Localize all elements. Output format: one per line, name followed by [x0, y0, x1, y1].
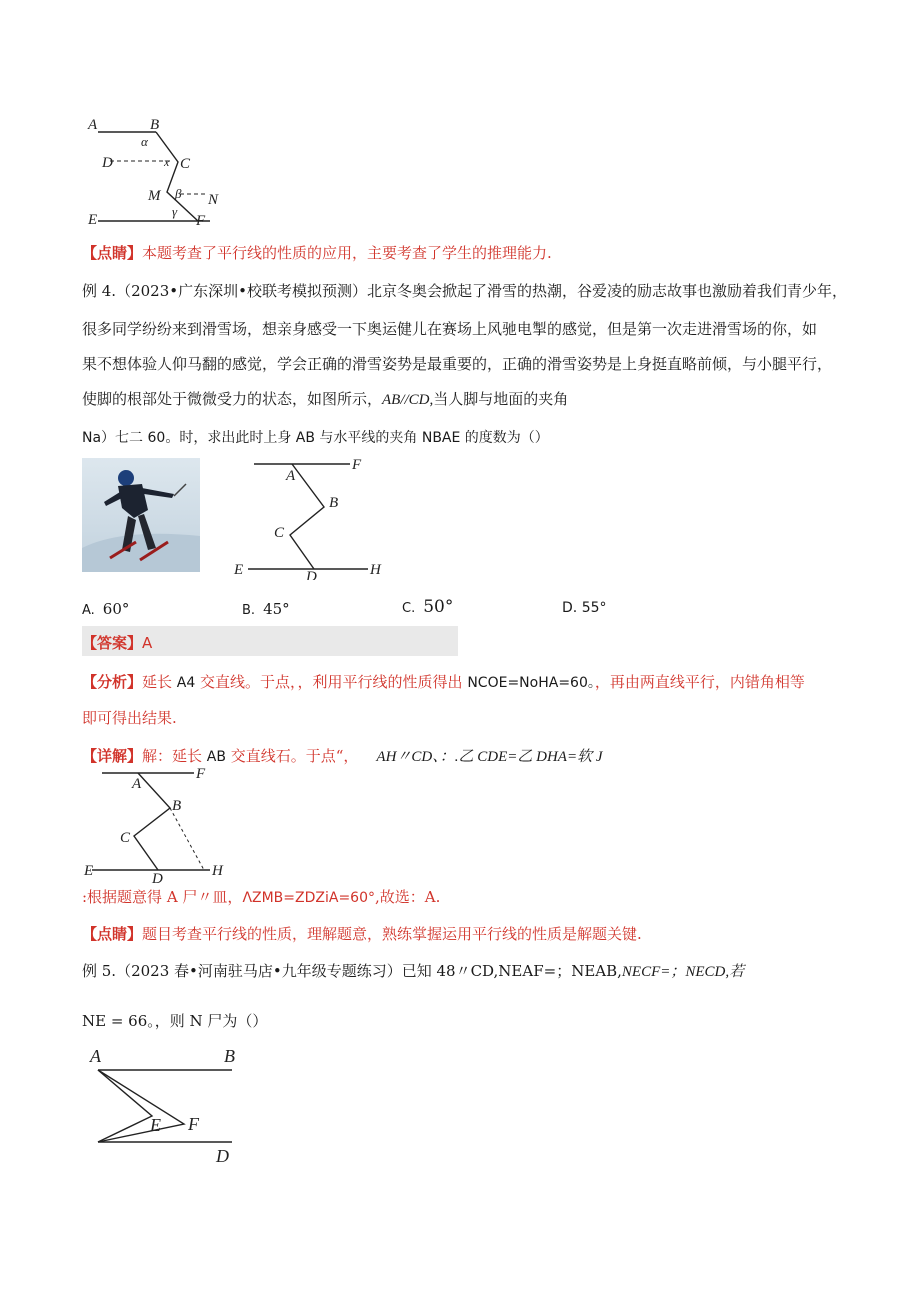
figure-2-skier-diagram — [228, 455, 388, 580]
option-b: B. 45° — [242, 600, 290, 618]
answer — [82, 632, 152, 653]
label-D: D — [306, 569, 317, 580]
label-B: B — [150, 117, 160, 133]
label-A: A — [132, 776, 142, 792]
label-E: E — [84, 863, 94, 879]
detail-line: 【详解】解：延长 AB 交直线石。于点“， AH〃CD、：.乙 CDE=乙 DHA=软 J — [82, 747, 603, 765]
label-B: B — [224, 1046, 235, 1066]
option-d: D. 55° — [562, 600, 607, 616]
label-H: H — [212, 863, 223, 879]
label-M: M — [148, 188, 161, 204]
answer-value: A — [142, 634, 153, 652]
label-F: F — [196, 213, 206, 229]
label-E: E — [234, 562, 244, 578]
analysis-line2: 即可得出结果. — [82, 709, 177, 727]
option-a: A. 60° — [82, 600, 130, 618]
skier-photo — [82, 458, 200, 572]
label-C: C — [180, 156, 191, 172]
label-D: D — [216, 1146, 229, 1166]
label-D: D — [152, 871, 163, 886]
example4-line4 — [82, 388, 568, 409]
label-alpha: α — [141, 134, 148, 149]
option-c: C. 50° — [402, 597, 454, 617]
example4-line3: 果不想体验人仰马翻的感觉，学会正确的滑雪姿势是最重要的，正确的滑雪姿势是上身挺直略前倾，与小腿平行， — [82, 355, 833, 373]
dianjing-tag: 【点睛】 — [82, 244, 143, 262]
label-A: A — [286, 468, 296, 484]
label-N: N — [208, 192, 219, 208]
analysis-line1: 【分析】延长 A4 交直线。于点，，利用平行线的性质得出 NCOE=NoHA=60。，再由两直线平行，内错角相等 — [82, 673, 805, 691]
example4-line1: 例 4.（2023•广东深圳•校联考模拟预测）北京冬奥会掀起了滑雪的热潮，谷爱凌的励志故事也激励着我们青少年， — [82, 282, 847, 300]
conclusion-line: :根据题意得 A 尸〃皿，ΛZMB=ZDZiA=60°,故选：A. — [82, 888, 441, 906]
label-E: E — [150, 1115, 161, 1135]
label-A: A — [90, 1046, 101, 1066]
dianjing-text: 本题考查了平行线的性质的应用，主要考查了学生的推理能力. — [142, 244, 552, 262]
label-B: B — [172, 798, 182, 814]
label-gamma: γ — [172, 204, 178, 219]
label-C: C — [120, 830, 131, 846]
example4-line4-it: AB//CD, — [382, 392, 434, 408]
figure-4-angle-diagram — [82, 1044, 262, 1166]
example4-line4-post: 当人脚与地面的夹角 — [433, 390, 569, 408]
figure-1-parallel-lines — [80, 112, 230, 232]
label-C: C — [274, 525, 285, 541]
example4-line2: 很多同学纷纷来到滑雪场，想亲身感受一下奥运健儿在赛场上风驰电掣的感觉，但是第一次走进滑雪场的你，如 — [82, 320, 818, 338]
label-A: A — [88, 117, 98, 133]
dianjing-1 — [82, 242, 552, 263]
example5-line1: 例 5.（2023 春•河南驻马店•九年级专题练习）已知 48〃CD,NEAF=；NEAB,NECF=；NECD,若 — [82, 962, 745, 980]
example4-line5: Na）七二 60。时，求出此时上身 AB 与水平线的夹角 NBAE 的度数为（） — [82, 430, 549, 446]
label-beta: β — [175, 186, 182, 201]
answer-tag: 【答案】 — [82, 634, 143, 652]
figure-3-extended-diagram — [82, 764, 242, 886]
label-F: F — [196, 766, 206, 782]
example4-line4-pre: 使脚的根部处于微微受力的状态，如图所示， — [82, 390, 383, 408]
label-F: F — [188, 1114, 199, 1134]
dianjing-2: 【点睛】题目考查平行线的性质，理解题意，熟练掌握运用平行线的性质是解题关键. — [82, 925, 642, 943]
label-B: B — [329, 495, 339, 511]
label-D: D — [102, 155, 113, 171]
label-x: x — [164, 155, 170, 169]
label-F: F — [352, 457, 362, 473]
label-E: E — [88, 212, 98, 228]
example5-line2: NE = 66。，则 N 尸为（） — [82, 1012, 268, 1030]
label-H: H — [370, 562, 381, 578]
